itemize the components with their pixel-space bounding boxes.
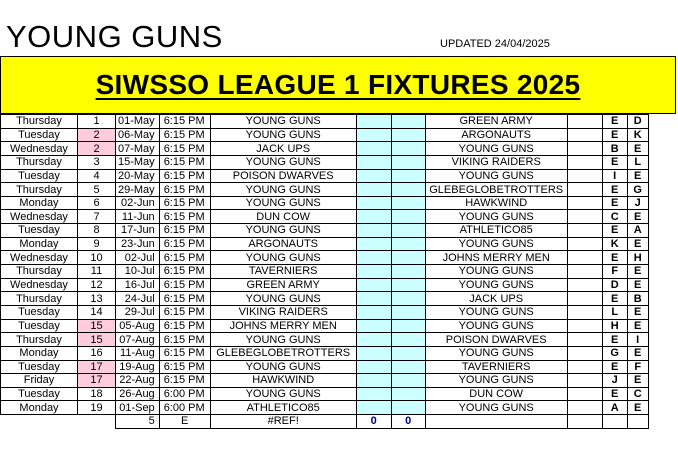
home-team: YOUNG GUNS <box>210 196 356 210</box>
away-letter: E <box>627 319 648 333</box>
kickoff-time: 6:15 PM <box>159 278 210 292</box>
spacer-cell <box>567 319 602 333</box>
kickoff-time: 6:00 PM <box>159 387 210 401</box>
kickoff-time: 6:15 PM <box>159 115 210 129</box>
home-letter: E <box>602 196 627 210</box>
spacer-cell <box>567 115 602 129</box>
home-score-cell <box>356 278 391 292</box>
fixture-day: Thursday <box>1 265 78 279</box>
kickoff-time: 6:15 PM <box>159 196 210 210</box>
fixture-date: 01-Sep <box>116 401 160 415</box>
fixture-date: 26-Aug <box>116 387 160 401</box>
home-team: POISON DWARVES <box>210 169 356 183</box>
kickoff-time: 6:15 PM <box>159 128 210 142</box>
round-number: 1 <box>78 115 116 129</box>
round-number: 17 <box>78 374 116 388</box>
fixture-day: Thursday <box>1 292 78 306</box>
away-score-cell <box>391 224 425 238</box>
home-score-cell <box>356 292 391 306</box>
round-number: 16 <box>78 346 116 360</box>
home-team: YOUNG GUNS <box>210 224 356 238</box>
footer-count: 5 <box>116 415 160 429</box>
away-team: YOUNG GUNS <box>425 265 567 279</box>
fixture-row <box>1 401 649 415</box>
fixture-date: 20-May <box>116 169 160 183</box>
away-letter: E <box>627 169 648 183</box>
fixture-day: Friday <box>1 374 78 388</box>
fixture-row <box>1 115 649 129</box>
kickoff-time: 6:15 PM <box>159 292 210 306</box>
ref-error-cell: #REF! <box>210 415 356 429</box>
fixture-date: 07-Aug <box>116 333 160 347</box>
home-letter: A <box>602 401 627 415</box>
fixture-day: Wednesday <box>1 210 78 224</box>
round-number: 15 <box>78 319 116 333</box>
home-letter: E <box>602 387 627 401</box>
fixture-date: 05-Aug <box>116 319 160 333</box>
away-score-cell <box>391 401 425 415</box>
fixture-day: Monday <box>1 401 78 415</box>
away-team: YOUNG GUNS <box>425 401 567 415</box>
fixture-date: 15-May <box>116 155 160 169</box>
round-number: 14 <box>78 305 116 319</box>
away-score-cell <box>391 115 425 129</box>
home-score-cell <box>356 142 391 156</box>
away-score-cell <box>391 265 425 279</box>
round-number: 8 <box>78 224 116 238</box>
fixture-day: Wednesday <box>1 142 78 156</box>
spacer-cell <box>567 360 602 374</box>
spacer-cell <box>567 128 602 142</box>
home-score-cell <box>356 183 391 197</box>
kickoff-time: 6:15 PM <box>159 374 210 388</box>
home-letter: C <box>602 210 627 224</box>
home-score-cell <box>356 333 391 347</box>
title-banner <box>0 56 676 114</box>
footer-blank <box>425 415 567 429</box>
away-team: JOHNS MERRY MEN <box>425 251 567 265</box>
fixture-date: 02-Jun <box>116 196 160 210</box>
away-letter: E <box>627 278 648 292</box>
home-team: YOUNG GUNS <box>210 115 356 129</box>
round-number: 3 <box>78 155 116 169</box>
home-letter: E <box>602 292 627 306</box>
home-letter: E <box>602 115 627 129</box>
home-team: GREEN ARMY <box>210 278 356 292</box>
away-team: ARGONAUTS <box>425 128 567 142</box>
home-letter: K <box>602 237 627 251</box>
fixture-day: Tuesday <box>1 360 78 374</box>
fixture-date: 29-Jul <box>116 305 160 319</box>
away-letter: E <box>627 142 648 156</box>
home-team: JACK UPS <box>210 142 356 156</box>
away-letter: E <box>627 346 648 360</box>
fixture-row <box>1 155 649 169</box>
home-letter: D <box>602 278 627 292</box>
fixture-date: 11-Aug <box>116 346 160 360</box>
round-number: 15 <box>78 333 116 347</box>
away-letter: G <box>627 183 648 197</box>
round-number: 11 <box>78 265 116 279</box>
home-score-cell <box>356 360 391 374</box>
fixture-day: Tuesday <box>1 128 78 142</box>
fixture-row <box>1 142 649 156</box>
home-team: YOUNG GUNS <box>210 292 356 306</box>
fixtures-body <box>1 115 649 429</box>
away-team: YOUNG GUNS <box>425 210 567 224</box>
away-letter: F <box>627 360 648 374</box>
fixture-day: Tuesday <box>1 305 78 319</box>
spacer-cell <box>567 265 602 279</box>
home-team: YOUNG GUNS <box>210 251 356 265</box>
away-score-cell <box>391 374 425 388</box>
away-score-cell <box>391 305 425 319</box>
fixture-row <box>1 265 649 279</box>
spacer-cell <box>567 292 602 306</box>
away-team: VIKING RAIDERS <box>425 155 567 169</box>
fixture-day: Thursday <box>1 183 78 197</box>
home-letter: J <box>602 374 627 388</box>
home-score-cell <box>356 196 391 210</box>
home-team: YOUNG GUNS <box>210 360 356 374</box>
fixture-row <box>1 210 649 224</box>
home-letter: E <box>602 183 627 197</box>
home-team: YOUNG GUNS <box>210 333 356 347</box>
home-score-cell <box>356 387 391 401</box>
away-score-cell <box>391 360 425 374</box>
home-score-cell <box>356 115 391 129</box>
kickoff-time: 6:15 PM <box>159 142 210 156</box>
home-team: HAWKWIND <box>210 374 356 388</box>
kickoff-time: 6:15 PM <box>159 265 210 279</box>
away-team: HAWKWIND <box>425 196 567 210</box>
footer-blank <box>627 415 648 429</box>
away-total-score: 0 <box>391 415 425 429</box>
away-letter: H <box>627 251 648 265</box>
away-team: POISON DWARVES <box>425 333 567 347</box>
home-letter: I <box>602 169 627 183</box>
fixture-date: 11-Jun <box>116 210 160 224</box>
kickoff-time: 6:15 PM <box>159 169 210 183</box>
fixture-date: 22-Aug <box>116 374 160 388</box>
totals-row <box>1 415 649 429</box>
round-number: 5 <box>78 183 116 197</box>
away-score-cell <box>391 387 425 401</box>
fixture-row <box>1 305 649 319</box>
home-letter: E <box>602 360 627 374</box>
away-letter: E <box>627 401 648 415</box>
fixture-date: 17-Jun <box>116 224 160 238</box>
fixture-day: Monday <box>1 196 78 210</box>
home-letter: F <box>602 265 627 279</box>
away-score-cell <box>391 210 425 224</box>
fixture-day: Tuesday <box>1 169 78 183</box>
home-score-cell <box>356 210 391 224</box>
kickoff-time: 6:15 PM <box>159 319 210 333</box>
away-score-cell <box>391 183 425 197</box>
away-score-cell <box>391 169 425 183</box>
home-team: YOUNG GUNS <box>210 128 356 142</box>
fixture-row <box>1 292 649 306</box>
fixture-row <box>1 128 649 142</box>
fixture-day: Tuesday <box>1 319 78 333</box>
fixture-day: Thursday <box>1 115 78 129</box>
spacer-cell <box>567 278 602 292</box>
away-team: YOUNG GUNS <box>425 278 567 292</box>
away-score-cell <box>391 128 425 142</box>
footer-blank <box>78 415 116 429</box>
away-team: YOUNG GUNS <box>425 319 567 333</box>
away-team: ATHLETICO85 <box>425 224 567 238</box>
fixture-row <box>1 333 649 347</box>
away-letter: B <box>627 292 648 306</box>
home-letter: L <box>602 305 627 319</box>
away-team: TAVERNIERS <box>425 360 567 374</box>
fixture-row <box>1 169 649 183</box>
kickoff-time: 6:15 PM <box>159 183 210 197</box>
fixture-row <box>1 237 649 251</box>
footer-letter: E <box>159 415 210 429</box>
fixture-row <box>1 183 649 197</box>
spacer-cell <box>567 155 602 169</box>
home-score-cell <box>356 155 391 169</box>
round-number: 19 <box>78 401 116 415</box>
fixture-row <box>1 346 649 360</box>
away-letter: K <box>627 128 648 142</box>
home-score-cell <box>356 374 391 388</box>
away-letter: E <box>627 237 648 251</box>
home-letter: E <box>602 155 627 169</box>
home-score-cell <box>356 346 391 360</box>
updated-date: UPDATED 24/04/2025 <box>440 38 550 50</box>
fixture-day: Thursday <box>1 155 78 169</box>
league-title: SIWSSO LEAGUE 1 FIXTURES 2025 <box>95 69 581 100</box>
round-number: 6 <box>78 196 116 210</box>
away-score-cell <box>391 196 425 210</box>
away-letter: E <box>627 210 648 224</box>
home-score-cell <box>356 128 391 142</box>
home-letter: H <box>602 319 627 333</box>
home-letter: B <box>602 142 627 156</box>
fixture-date: 16-Jul <box>116 278 160 292</box>
kickoff-time: 6:15 PM <box>159 237 210 251</box>
away-score-cell <box>391 237 425 251</box>
fixture-row <box>1 224 649 238</box>
kickoff-time: 6:15 PM <box>159 333 210 347</box>
kickoff-time: 6:15 PM <box>159 360 210 374</box>
fixture-date: 06-May <box>116 128 160 142</box>
away-team: YOUNG GUNS <box>425 142 567 156</box>
kickoff-time: 6:15 PM <box>159 210 210 224</box>
kickoff-time: 6:15 PM <box>159 251 210 265</box>
spacer-cell <box>567 251 602 265</box>
spacer-cell <box>567 169 602 183</box>
away-team: GREEN ARMY <box>425 115 567 129</box>
spacer-cell <box>567 210 602 224</box>
away-score-cell <box>391 333 425 347</box>
home-score-cell <box>356 319 391 333</box>
fixture-row <box>1 251 649 265</box>
fixture-date: 07-May <box>116 142 160 156</box>
fixture-row <box>1 319 649 333</box>
away-team: YOUNG GUNS <box>425 237 567 251</box>
home-team: VIKING RAIDERS <box>210 305 356 319</box>
away-letter: E <box>627 305 648 319</box>
fixture-date: 29-May <box>116 183 160 197</box>
away-letter: J <box>627 196 648 210</box>
round-number: 9 <box>78 237 116 251</box>
spacer-cell <box>567 333 602 347</box>
spacer-cell <box>567 183 602 197</box>
round-number: 17 <box>78 360 116 374</box>
fixture-date: 24-Jul <box>116 292 160 306</box>
home-score-cell <box>356 224 391 238</box>
fixture-row <box>1 374 649 388</box>
round-number: 2 <box>78 128 116 142</box>
home-letter: E <box>602 333 627 347</box>
fixture-day: Monday <box>1 346 78 360</box>
home-team: YOUNG GUNS <box>210 183 356 197</box>
spacer-cell <box>567 305 602 319</box>
home-letter: E <box>602 224 627 238</box>
away-letter: C <box>627 387 648 401</box>
kickoff-time: 6:15 PM <box>159 305 210 319</box>
fixture-day: Monday <box>1 237 78 251</box>
home-letter: E <box>602 128 627 142</box>
away-score-cell <box>391 319 425 333</box>
fixture-date: 01-May <box>116 115 160 129</box>
home-score-cell <box>356 237 391 251</box>
round-number: 18 <box>78 387 116 401</box>
away-letter: E <box>627 374 648 388</box>
home-score-cell <box>356 305 391 319</box>
kickoff-time: 6:15 PM <box>159 346 210 360</box>
fixture-date: 23-Jun <box>116 237 160 251</box>
away-team: YOUNG GUNS <box>425 305 567 319</box>
spacer-cell <box>567 346 602 360</box>
away-team: YOUNG GUNS <box>425 169 567 183</box>
spacer-cell <box>567 237 602 251</box>
home-letter: E <box>602 251 627 265</box>
away-team: YOUNG GUNS <box>425 374 567 388</box>
footer-blank <box>602 415 627 429</box>
home-score-cell <box>356 401 391 415</box>
round-number: 12 <box>78 278 116 292</box>
home-score-cell <box>356 265 391 279</box>
away-score-cell <box>391 292 425 306</box>
home-team: JOHNS MERRY MEN <box>210 319 356 333</box>
away-letter: D <box>627 115 648 129</box>
away-letter: A <box>627 224 648 238</box>
away-score-cell <box>391 278 425 292</box>
fixture-day: Wednesday <box>1 278 78 292</box>
spacer-cell <box>567 224 602 238</box>
fixture-row <box>1 360 649 374</box>
away-letter: L <box>627 155 648 169</box>
home-team: ATHLETICO85 <box>210 401 356 415</box>
home-score-cell <box>356 169 391 183</box>
fixture-row <box>1 387 649 401</box>
home-team: YOUNG GUNS <box>210 387 356 401</box>
round-number: 7 <box>78 210 116 224</box>
home-team: GLEBEGLOBETROTTERS <box>210 346 356 360</box>
spacer-cell <box>567 387 602 401</box>
fixture-day: Wednesday <box>1 251 78 265</box>
spacer-cell <box>567 142 602 156</box>
fixture-date: 10-Jul <box>116 265 160 279</box>
away-score-cell <box>391 142 425 156</box>
kickoff-time: 6:15 PM <box>159 224 210 238</box>
away-score-cell <box>391 346 425 360</box>
away-score-cell <box>391 251 425 265</box>
team-name: YOUNG GUNS <box>6 19 223 54</box>
away-team: GLEBEGLOBETROTTERS <box>425 183 567 197</box>
footer-blank <box>1 415 78 429</box>
fixture-date: 19-Aug <box>116 360 160 374</box>
fixture-day: Tuesday <box>1 387 78 401</box>
spacer-cell <box>567 196 602 210</box>
footer-blank <box>567 415 602 429</box>
fixture-day: Tuesday <box>1 224 78 238</box>
home-letter: G <box>602 346 627 360</box>
fixture-row <box>1 278 649 292</box>
away-team: JACK UPS <box>425 292 567 306</box>
fixture-row <box>1 196 649 210</box>
round-number: 10 <box>78 251 116 265</box>
kickoff-time: 6:00 PM <box>159 401 210 415</box>
away-team: YOUNG GUNS <box>425 346 567 360</box>
home-team: ARGONAUTS <box>210 237 356 251</box>
round-number: 4 <box>78 169 116 183</box>
home-team: DUN COW <box>210 210 356 224</box>
home-team: YOUNG GUNS <box>210 155 356 169</box>
spacer-cell <box>567 401 602 415</box>
home-score-cell <box>356 251 391 265</box>
kickoff-time: 6:15 PM <box>159 155 210 169</box>
spacer-cell <box>567 374 602 388</box>
fixture-date: 02-Jul <box>116 251 160 265</box>
away-letter: E <box>627 265 648 279</box>
away-team: DUN COW <box>425 387 567 401</box>
round-number: 13 <box>78 292 116 306</box>
away-letter: I <box>627 333 648 347</box>
away-score-cell <box>391 155 425 169</box>
fixtures-table <box>0 114 649 429</box>
fixture-day: Thursday <box>1 333 78 347</box>
home-total-score: 0 <box>356 415 391 429</box>
round-number: 2 <box>78 142 116 156</box>
home-team: TAVERNIERS <box>210 265 356 279</box>
